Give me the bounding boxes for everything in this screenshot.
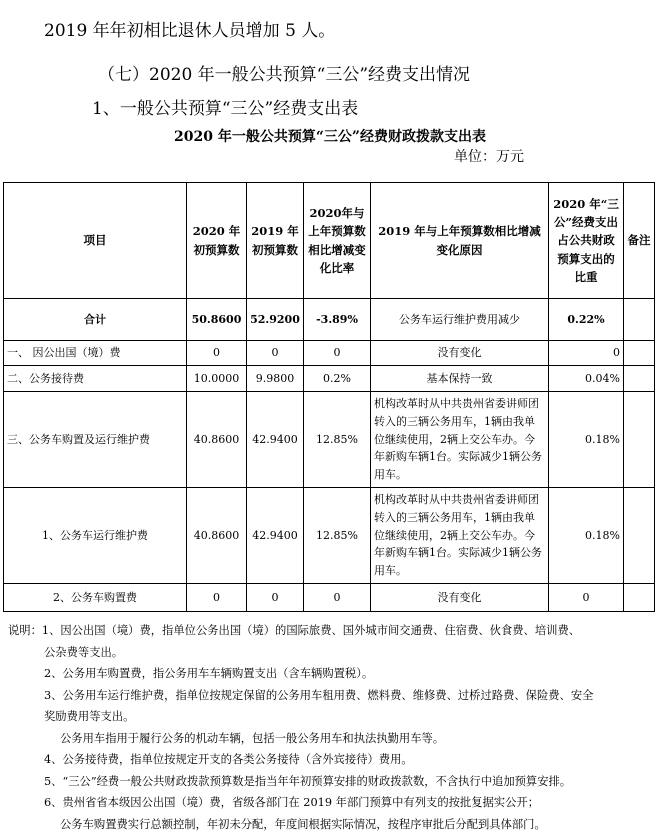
cell-budget-2019: 0 bbox=[247, 584, 304, 612]
table-row bbox=[4, 488, 655, 584]
note-line: 说明：1、因公出国（境）费，指单位公务出国（境）的国际旅费、国外城市间交通费、住宿费、伙食费、培训费、 bbox=[4, 620, 656, 642]
cell-remark bbox=[624, 299, 655, 341]
cell-budget-2019: 42.9400 bbox=[247, 392, 304, 488]
cell-share: 0 bbox=[549, 584, 624, 612]
note-line: 5、“三公”经费一般公共财政拨款预算数是指当年年初预算安排的财政拨款数，不含执行中追加预算安排。 bbox=[4, 771, 656, 793]
cell-change-reason: 基本保持一致 bbox=[371, 366, 549, 392]
cell-change-reason: 没有变化 bbox=[371, 341, 549, 366]
cell-share: 0.22% bbox=[549, 299, 624, 341]
header-change-reason: 2019 年与上年预算数相比增减变化原因 bbox=[371, 183, 549, 299]
cell-share: 0.18% bbox=[549, 488, 624, 584]
header-budget-2020: 2020 年初预算数 bbox=[187, 183, 247, 299]
note-line: 6、贵州省省本级因公出国（境）费，省级各部门在 2019 年部门预算中有列支的按批复据实公开； bbox=[4, 792, 656, 814]
note-line: 公杂费等支出。 bbox=[4, 642, 656, 664]
cell-change-rate: 0.2% bbox=[304, 366, 371, 392]
cell-share: 0 bbox=[549, 341, 624, 366]
table-header-row bbox=[4, 183, 655, 299]
table-row-total bbox=[4, 299, 655, 341]
note-line: 3、公务用车运行维护费，指单位按规定保留的公务用车租用费、燃料费、维修费、过桥过路费、保险费、安全 bbox=[4, 685, 656, 707]
cell-budget-2019: 9.9800 bbox=[247, 366, 304, 392]
table-row bbox=[4, 584, 655, 612]
cell-budget-2020: 40.8600 bbox=[187, 488, 247, 584]
header-remark: 备注 bbox=[624, 183, 655, 299]
cell-share: 0.04% bbox=[549, 366, 624, 392]
cell-remark bbox=[624, 488, 655, 584]
cell-share: 0.18% bbox=[549, 392, 624, 488]
cell-remark bbox=[624, 584, 655, 612]
note-line: 奖励费用等支出。 bbox=[4, 706, 656, 728]
cell-budget-2020: 40.8600 bbox=[187, 392, 247, 488]
header-budget-2019: 2019 年初预算数 bbox=[247, 183, 304, 299]
note-line: 公务车购置费实行总额控制，年初未分配，年度间根据实际情况，按程序审批后分配到具体部门。 bbox=[4, 814, 656, 835]
table-row bbox=[4, 341, 655, 366]
note-line: 公务用车指用于履行公务的机动车辆，包括一般公务用车和执法执勤用车等。 bbox=[4, 728, 656, 750]
cell-item: 一、 因公出国（境）费 bbox=[4, 341, 187, 366]
table-row bbox=[4, 366, 655, 392]
cell-change-reason: 机构改革时从中共贵州省委讲师团转入的三辆公务用车，1辆由我单位继续使用，2辆上交公车办。今年新购车辆1台。实际减少1辆公务用车。 bbox=[371, 392, 549, 488]
cell-remark bbox=[624, 392, 655, 488]
cell-change-rate: 0 bbox=[304, 341, 371, 366]
table-row bbox=[4, 392, 655, 488]
expenditure-table bbox=[3, 182, 655, 612]
cell-change-reason: 公务车运行维护费用减少 bbox=[371, 299, 549, 341]
table-title: 2020 年一般公共预算“三公”经费财政拨款支出表 bbox=[0, 126, 660, 146]
cell-budget-2020: 0 bbox=[187, 584, 247, 612]
cell-budget-2019: 42.9400 bbox=[247, 488, 304, 584]
cell-budget-2020: 10.0000 bbox=[187, 366, 247, 392]
subsection-heading: 1、一般公共预算“三公”经费支出表 bbox=[92, 94, 358, 119]
section-heading: （七）2020 年一般公共预算“三公”经费支出情况 bbox=[98, 60, 470, 85]
cell-item: 二、公务接待费 bbox=[4, 366, 187, 392]
cell-item: 合计 bbox=[4, 299, 187, 341]
note-line: 4、公务接待费，指单位按规定开支的各类公务接待（含外宾接待）费用。 bbox=[4, 749, 656, 771]
cell-item: 1、公务车运行维护费 bbox=[4, 488, 187, 584]
cell-remark bbox=[624, 366, 655, 392]
unit-label: 单位：万元 bbox=[454, 146, 524, 166]
cell-change-rate: 12.85% bbox=[304, 392, 371, 488]
header-share: 2020 年“三公”经费支出占公共财政预算支出的比重 bbox=[549, 183, 624, 299]
header-item: 项目 bbox=[4, 183, 187, 299]
cell-budget-2019: 52.9200 bbox=[247, 299, 304, 341]
cell-change-rate: 12.85% bbox=[304, 488, 371, 584]
note-line: 2、公务用车购置费，指公务用车车辆购置支出（含车辆购置税）。 bbox=[4, 663, 656, 685]
cell-change-rate: 0 bbox=[304, 584, 371, 612]
intro-text: 2019 年年初相比退休人员增加 5 人。 bbox=[44, 16, 335, 41]
cell-change-reason: 没有变化 bbox=[371, 584, 549, 612]
cell-change-reason: 机构改革时从中共贵州省委讲师团转入的三辆公务用车，1辆由我单位继续使用，2辆上交公车办。今年新购车辆1台。实际减少1辆公务用车。 bbox=[371, 488, 549, 584]
cell-item: 2、公务车购置费 bbox=[4, 584, 187, 612]
notes bbox=[4, 620, 656, 835]
header-change-rate: 2020年与上年预算数相比增减变化比率 bbox=[304, 183, 371, 299]
cell-change-rate: -3.89% bbox=[304, 299, 371, 341]
cell-item: 三、公务车购置及运行维护费 bbox=[4, 392, 187, 488]
cell-budget-2020: 0 bbox=[187, 341, 247, 366]
cell-budget-2020: 50.8600 bbox=[187, 299, 247, 341]
cell-budget-2019: 0 bbox=[247, 341, 304, 366]
cell-remark bbox=[624, 341, 655, 366]
